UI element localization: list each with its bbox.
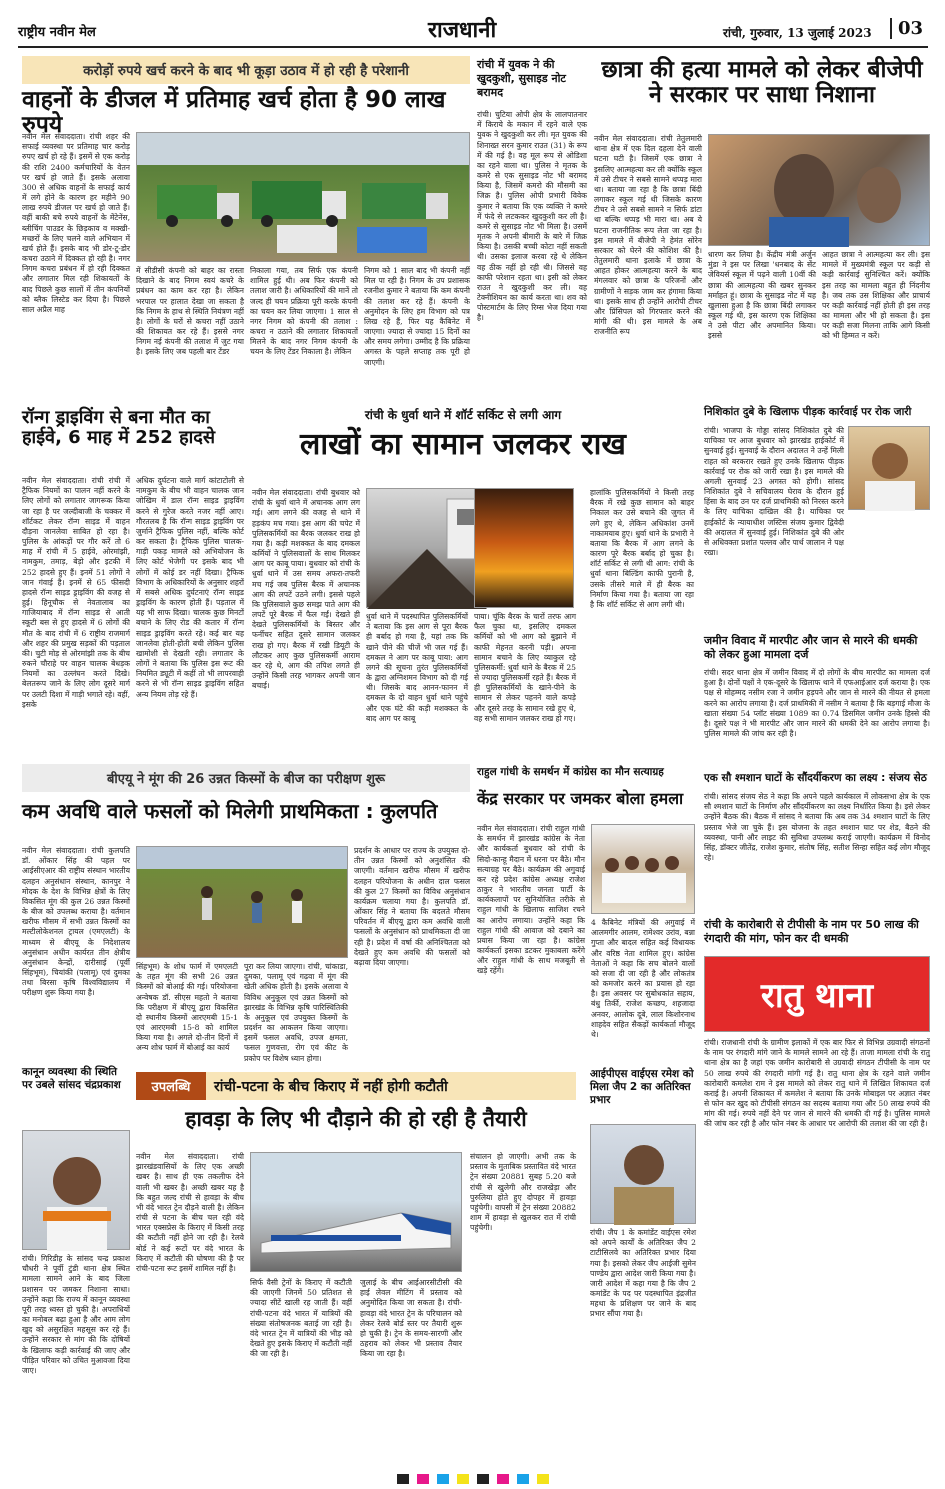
fire-flames-photo [474, 488, 574, 608]
print-registration-strip [0, 1474, 945, 1484]
fire-body-4: हालांकि पुलिसकर्मियों ने किसी तरह बैरक में रखे कुछ सामान को बाहर निकाल कर उसे बचाने की जुगत में लगे हुए थे, लेकिन अधिकांश उनमें नाकामयाब हुए। धुर्वा थाने के प्रभारी ने बताया कि बैरक में आग लगने के कारण पूरे बैरक बर्बाद हो चुका है। शॉर्ट सर्किट से लगी थी आग: रांची के धुर्वा थाना बिल्डिंग काफी पुरानी है, उसके तीसरे माले में ही बैरक का निर्माण किया गया है। बताया जा रहा है कि शॉर्ट सर्किट से आग लगी थी। [590, 488, 694, 609]
fire-body-1: नवीन मेल संवाददाता। रांची बुधवार को रांची के धुर्वा थाने में अचानक आग लग गई। आग लगने की वजह से थाने में हड़कंप मच गया। इस आग की चपेट में पुलिसकर्मियों का बैरक जलकर राख हो गया है। कड़ी मशक्कत के बाद दमकल कर्मियों ने पुलिसवालों के साथ मिलकर आग पर काबू पाया। बुधवार को रांची के धुर्वा थाने में उस समय अफरा-तफरी मच गई जब पुलिस बैरक में अचानक आग की लपटें उठने लगी। इससे पहले कि पुलिसवाले कुछ समझ पाते आग की लपटें पूरे बैरक में फैल गईं। देखते ही देखते पुलिसकर्मियों के बिस्तर और फर्नीचर सहित दूसरे सामान जलकर राख हो गए। बैरक में रखी डियूटी के लौटकर आए कुछ पुलिसकर्मी आराम कर रहे थे, आग की तपिश लगते ही उन्होंने किसी तरह भागकर अपनी जान बचाई। [252, 488, 360, 691]
train-body-3: जुलाई के बीच आईआरसीटीसी की हाई लेवल मीटिंग में प्रस्ताव को अनुमोदित किया जा सकता है। रांची-हावड़ा वंदे भारत ट्रेन के परिचालन को लेकर रेलवे बोर्ड स्तर पर तैयारी शुरू हो चुकी है। ट्रेन के समय-सारणी और ठहराव को लेकर भी प्रस्ताव तैयार किया जा रहा है। [360, 1278, 462, 1359]
reg-mark-black-2 [477, 1474, 489, 1484]
student-photo [708, 134, 930, 246]
reg-mark-cyan-2 [517, 1474, 529, 1484]
moong-kicker: बीएयू ने मूंग की 26 उन्नत किस्मों के बीज का परीक्षण शुरू [22, 764, 470, 792]
garbage-body-3: निकाला गया, तब सिर्फ एक कंपनी शामिल हुई थी। अब फिर कंपनी को तलाश जारी है। अधिकारियों की मानें तो जल्द ही चयन प्रक्रिया पूरी करके कंपनी का चयन कर लिया जाएगा। 1 साल से नगर निगम को कंपनी की तलाश : कचरा न उठाने की लगातार शिकायतों मिलने के बाद नगर निगम कंपनी के चयन के लिए टेंडर निकाला है। लेकिन [250, 266, 358, 357]
train-body-2: सिर्फ वैसी ट्रेनों के किराए में कटौती की जाएगी जिनमें 50 प्रतिशत से ज्यादा सीटें खाली रह जाती हैं। वहीं रांची-पटना वंदे भारत में यात्रियों की संख्या संतोषजनक बताई जा रही है। वंदे भारत ट्रेन में यात्रियों की भीड़ को देखते हुए इसके किराए में कटौती नहीं की जा रही है। [250, 1278, 352, 1359]
ratu-police-station-sign [704, 956, 930, 1032]
reg-mark-yellow-2 [537, 1474, 549, 1484]
sanjay-headline: एक सौ श्मशान घाटों के सौंदर्यीकरण का लक्ष्य : संजय सेठ [704, 772, 927, 784]
nishikant-body: रांची। भाजपा के गोड्डा सांसद निशिकांत दुबे की याचिका पर आज बुधवार को झारखंड हाईकोर्ट में सुनवाई हुई। सुनवाई के दौरान अदालत ने उन्हें मिली राहत को बरकरार रखते हुए उनके खिलाफ पीड़क कार्रवाई पर रोक को जारी रखा है। इस मामले की अगली सुनवाई 23 अगस्त को होगी। सांसद निशिकांत दुबे ने सचिवालय घेराव के दौरान हुई हिंसा के बाद उन पर दर्ज प्राथमिकी को निरस्त करने के लिए याचिका दाखिल की है। याचिका पर हाईकोर्ट के न्यायाधीश जस्टिस संजय कुमार द्विवेदी की अदालत में सुनवाई हुई। निशिकांत दुबे की ओर से अधिवक्ता प्रशांत पल्लव और पार्थ जालान ने पक्ष रखा। [704, 426, 844, 558]
vande-bharat-train-photo [250, 1152, 462, 1272]
section-title: राजधानी [428, 17, 497, 43]
congress-body-2: 4 कैबिनेट मंत्रियों की अगुवाई में आलमगीर आलम, रामेश्वर उरांव, बन्ना गुप्ता और बादल सहित कई विधायक और वरिष्ठ नेता शामिल हुए। कांग्रेस नेताओं ने कहा कि सच बोलने वालों को सजा दी जा रही है और लोकतंत्र को कमजोर करने का प्रयास हो रहा है। इस अवसर पर सुबोधकांत सहाय, बंधु तिर्की, राजेश कच्छप, शहजादा अनवर, आलोक दूबे, लाल किशोरनाथ शाहदेव सहित सैकड़ों कार्यकर्ता मौजूद थे। [591, 918, 695, 1039]
achievement-badge: उपलब्धि [136, 1072, 206, 1100]
reg-mark-yellow [457, 1474, 469, 1484]
train-headline: हावड़ा के लिए भी दौड़ाने की हो रही है तैयारी [185, 1107, 527, 1131]
congress-kicker: राहुल गांधी के समर्थन में कांग्रेस का मौन सत्याग्रह [477, 766, 664, 778]
moong-body-4: प्रदर्शन के आधार पर राज्य के उपयुक्त दो-तीन उन्नत किस्मों को अनुशंसित की जाएगी। वर्तमान खरीफ मौसम में खरीफ दलहन परियोजना के अधीन दाल फसल की कुल 27 किस्मों का विविध अनुसंधान कार्यक्रम चलाया गया है। कुलपति डॉ. ओंकार सिंह ने बताया कि बदलते मौसम परिवर्तन में बीएयू द्वारा कम अवधि वाली फसलों के अनुसंधान को प्राथमिकता दी जा रही है। प्रदेश में वर्षा की अनिश्चितता को देखते हुए कम अवधि की फसलों को बढ़ावा दिया जाएगा। [354, 846, 470, 967]
tpc-body: रांची। राजधानी रांची के ग्रामीण इलाकों में एक बार फिर से विभिन्न उग्रवादी संगठनों के नाम पर रंगदारी मांगे जाने के मामले सामने आ रहे हैं। ताजा मामला रांची के रातु थाना क्षेत्र का है जहां एक जमीन कारोबारी से उग्रवादी संगठन टीपीसी के नाम पर 50 लाख रुपये की रंगदारी मांगी गई है। रातु थाना क्षेत्र के रहने वाले जमीन कारोबारी कमलेश राम ने इस मामले को लेकर रातु थाने में लिखित शिकायत दर्ज कराई है। अपनी शिकायत में कमलेश ने बताया कि उनके मोबाइल पर अज्ञात नंबर से फोन कर खुद को टीपीसी संगठन का सदस्य बताया गया और 50 लाख रुपये की मांग की गई। रुपये नहीं देने पर जान से मारने की धमकी दी गई है। पुलिस मामले की जांच कर रही है और फोन नंबर के आधार पर आरोपी की तलाश की जा रही है। [704, 1038, 930, 1129]
accidents-body-1: नवीन मेल संवाददाता। रांची रांची में ट्रैफिक नियमों का पालन नहीं करने के लिए लोगों को लगातार जागरूक किया जा रहा है पर जल्दीबाजी के चक्कर में शॉर्टकट लेकर रॉन्ग साइड में वाहन दौड़ना जानलेवा साबित हो रहा है। पुलिस के आंकड़ों पर गौर करें तो 6 माह में रांची में 5 हाईवे, ओरमांझी, नामकुम, तमाड़, बेड़ो और इटकी में 252 हादसे हुए हैं। इनमें 51 लोगों ने जान गंवाई है। इनमें से 65 फीसदी हादसे रॉन्ग साइड ड्राइविंग की वजह से हुई। हिनूचौक से नेवतालाब का गाजियाबाद में रॉन्ग साइड से आती स्कूटी बस से हुए हादसे में 6 लोगों की मौत के बाद रांची में 6 राष्ट्रीय राजमार्ग और शहर की प्रमुख सड़कों की पड़ताल की। चुटी मोड़ से ओरमांझी तक के बीच रुकने चौराहे पर वाहन चालक बेधड़क नियमों का उल्लंघन करते दिखे। बेलतरूप जाने के लिए लोग दूसरे मार्ग पर उलटी दिशा में गाड़ी भगाते रहे। वहीं, इसके [22, 476, 130, 709]
congress-headline: केंद्र सरकार पर जमकर बोला हमला [477, 789, 684, 808]
train-body-1: नवीन मेल संवाददाता। रांची झारखंडवासियों के लिए एक अच्छी खबर है। साथ ही एक तकलीफ देने वाली भी खबर है। अच्छी खबर यह है कि बहुत जल्द रांची से हावड़ा के बीच भी वंदे भारत ट्रेन दौड़ने वाली है। लेकिन रांची से पटना के बीच चल रही वंदे भारत एक्सप्रेस के किराए में किसी तरह की कटौती नहीं होने जा रही है। रेलवे बोर्ड ने कई रूटों पर वंदे भारत के किराए में कटौती की घोषणा की है पर रांची-पटना रूट इसमें शामिल नहीं है। [136, 1152, 244, 1273]
train-body-4: संचालन हो जाएगी। अभी तक के प्रस्ताव के मुताबिक प्रस्तावित वंदे भारत ट्रेन संख्या 20881 सुबह 5.20 बजे रांची से खुलेगी और राजखेड़ा और पुरुलिया होते हुए दोपहर में हावड़ा पहुंचेगी। वापसी में ट्रेन संख्या 20882 शाम में हावड़ा से खुलकर रात में रांची पहुंचेगी। [470, 1152, 576, 1233]
ys-ramesh-portrait [590, 1124, 696, 1224]
reg-mark-cyan [437, 1474, 449, 1484]
suicide-headline: रांची में युवक ने की खुदकुशी, सुसाइड नोट बरामद [477, 58, 566, 99]
nishikant-portrait [848, 426, 930, 510]
moong-body-1: नवीन मेल संवाददाता। रांची कुलपति डॉ. ओंकार सिंह की पहल पर आईसीएआर की राष्ट्रीय संस्थान भारतीय दलहन अनुसंधान संस्थान, कानपुर ने मोदक के देश के विभिन्न क्षेत्रों के लिए विकसित मूंग की कुल 26 उन्नत किस्मों के बीज को उपलब्ध कराया है। वर्तमान खरीफ मौसम में सभी उन्नत किस्मों का मल्टीलोकेशनल ट्रायल (एमएलटी) के माध्यम से बीएयू के निदेशालय अनुसंधान अधीन कार्यरत तीन क्षेत्रीय अनुसंधान केन्द्रों, दारीसाई (पूर्वी सिंहभूम), चियांकी (पलामू) एवं दुमका तथा बिरसा कृषि विश्वविद्यालय में परीक्षण शुरू किया गया है। [22, 846, 130, 998]
student-headline: छात्रा की हत्या मामले को लेकर बीजेपी ने सरकार पर साधा निशाना [601, 57, 923, 109]
congress-protest-photo [591, 824, 695, 914]
sanjay-body: रांची। सांसद संजय सेठ ने कहा कि अपने पहले कार्यकाल में लोकसभा क्षेत्र के एक सौ श्मशान घाटों के निर्माण और सौंदर्यीकरण का लक्ष्य निर्धारित किया है। इसे लेकर उन्होंने बैठक की। बैठक में सांसद ने बताया कि अब तक 34 श्मशान घाटों के लिए प्रस्ताव भेजे जा चुके हैं। इस योजना के तहत श्मशान घाट पर शेड, बैठने की व्यवस्था, पानी और लाइट की सुविधा उपलब्ध कराई जाएगी। कार्यक्रम में विनोद सिंह, डॉक्टर जीतेंद्र, राजेश कुमार, संतोष सिंह, सतीश सिन्हा सहित कई लोग मौजूद रहे। [704, 792, 930, 863]
tpc-headline: रांची के कारोबारी से टीपीसी के नाम पर 50 लाख की रंगदारी की मांग, फोन कर दी धमकी [704, 918, 919, 945]
moong-body-2: सिंहभूम) के शोध फार्म में एमएलटी के तहत मूंग की सभी 26 उन्नत किस्मों को बोआई की गई। परियोजना अन्वेषक डॉ. सीएस महतो ने बताया कि परीक्षण में बीएयू द्वारा विकसित दो स्थानीय किस्मों आरएमबी 15-1 एवं आरएमबी 15-8 को शामिल किया गया है। अगले दो-तीन दिनों में अन्य शोध फार्म में बोआई का कार्य [136, 962, 238, 1053]
garbage-body-2: में सीडीसी कंपनी को बाहर का रास्ता दिखाने के बाद निगम स्वयं कचरे के प्रबंधन का काम कर रहा है। लेकिन भरपाल पर हालात देखा जा सकता है कि निगम के हाथ से स्थिति नियंत्रण नहीं है। लोगों के घरों से कचरा नहीं उठाने की शिकायत कर रहे हैं। इससे नगर निगम नई कंपनी की तलाश में जुट गया है। इसके लिए जब पहली बार टेंडर [136, 266, 244, 357]
moong-field-photo [136, 846, 348, 958]
fire-body-2: धुर्वा थाने में पदस्थापित पुलिसकर्मियों ने बताया कि इस आग से पूरा बैरक ही बर्बाद हो गया है, यहां तक कि खाने पीने की चीजें भी जल गई हैं। दमकल ने आग पर काबू पाया: आग लगने की सूचना तुरंत पुलिसकर्मियों के द्वारा अग्निशमन विभाग को दी गई थी। जिसके बाद आनन-फानन में दमकल के दो वाहन धुर्वा थाने पहुंचे और एक घंटे की कड़ी मशक्कत के बाद आग पर काबू [366, 612, 468, 723]
issue-date: रांची, गुरुवार, 13 जुलाई 2023 [723, 26, 872, 40]
garbage-headline: वाहनों के डीजल में प्रतिमाह खर्च होता है 90 लाख रुपये [22, 87, 446, 139]
student-body-2: धारण कर लिया है। केंद्रीय मंत्री अर्जुन मुंडा ने इस पर लिखा 'धनबाद के सेंट जेवियर्स स्कूल में पढ़ने वाली 10वीं की छात्रा की आत्महत्या की खबर सुनकर मर्माहत हूं। छात्रा के सुसाइड नोट में यह खुलासा हुआ है कि छात्रा बिंदी लगाकर स्कूल गई थी, इस कारण एक शिक्षिका ने उसे पीटा और अपमानित किया। इससे [708, 250, 816, 341]
page-number: 03 [890, 18, 923, 39]
moong-headline: कम अवधि वाले फसलों को मिलेगी प्राथमिकता : कुलपति [22, 799, 438, 823]
student-body-3: आहत छात्रा ने आत्महत्या कर ली। इस मामले में मुख्यमंत्री स्कूल पर कड़ी से कड़ी कार्रवाई सुनिश्चित करें। क्योंकि इस तरह का मामला बहुत ही निंदनीय है। जब तक उस शिक्षिका और प्राचार्य पर कड़ी कार्रवाई नहीं होती ही इस तरह का मामला और भी हो सकता है। इस पर कड़ी सजा मिलना ताकि आगे किसी को भी हिम्मत न करें। [822, 250, 930, 341]
law-body: रांची। गिरिडीह के सांसद चन्द्र प्रकाश चौधरी ने पूर्वी टुंडी थाना क्षेत्र स्थित मामला सामने आने के बाद जिला प्रशासन पर जमकर निशाना साधा। उन्होंने कहा कि राज्य में कानून व्यवस्था पूरी तरह ध्वस्त हो चुकी है। अपराधियों का मनोबल बढ़ा हुआ है और आम लोग खुद को असुरक्षित महसूस कर रहे हैं। उन्होंने सरकार से मांग की कि दोषियों के खिलाफ कड़ी कार्रवाई की जाए और पीड़ित परिवार को उचित मुआवजा दिया जाए। [22, 1254, 130, 1375]
congress-body-1: नवीन मेल संवाददाता। रांची राहुल गांधी के समर्थन में झारखंड कांग्रेस के नेता और कार्यकर्ता बुधवार को रांची के सिदो-कान्हू मैदान में धरना पर बैठे। मौन सत्याग्रह पर बैठे। कार्यक्रम की अगुवाई कर रहे प्रदेश कांग्रेस अध्यक्ष राजेश ठाकुर ने भारतीय जनता पार्टी के कार्यकलापों पर सुनियोजित तरीके से राहुल गांधी के खिलाफ साजिश रचने का आरोप लगाया। उन्होंने कहा कि राहुल गांधी की आवाज को दबाने का प्रयास किया जा रहा है। कांग्रेस कार्यकर्ता इसका डटकर मुकाबला करेंगे और राहुल गांधी के साथ मजबूती से खड़े रहेंगे। [477, 824, 585, 976]
law-headline: कानून व्यवस्था की स्थिति पर उबले सांसद चंद्रप्रकाश [22, 1066, 121, 1092]
garbage-trucks-photo [136, 132, 470, 262]
garbage-body-1: नवीन मेल संवाददाता। रांची शहर की सफाई व्यवस्था पर प्रतिमाह चार करोड़ रुपए खर्च हो रहे हैं। इसमें से एक करोड़ की राशि 2400 कर्मचारियों के वेतन पर खर्च हो जाते हैं। इसके अलावा 300 से अधिक वाहनों के सफाई कार्य में लगे होने के कारण हर महीने 90 लाख रुपये डीजल पर खर्च हो जाते हैं। वहीं बाकी बचे रुपये वाहनों के मेंटेनेंस, ब्लीचिंग पाउडर के छिड़काव व मक्खी-मच्छरों के लिए चलने वाले अभियान में खर्च होते हैं। इसके बाद भी डोर-टू-डोर कचरा उठाने में दिक्कत हो रही है। नगर निगम कचरा प्रबंधन में हो रही दिक्कत और लगातार मिल रही शिकायतों के बाद पिछले कुछ सालों में तीन कंपनियों को ब्लैक लिस्टेड कर दिया है। पिछले साल अप्रैल माह [22, 132, 130, 314]
reg-mark-black [397, 1474, 409, 1484]
ratu-sign-text: रातु थाना [760, 976, 874, 1016]
garbage-body-4: निगम को 1 साल बाद भी कंपनी नहीं मिल पा रही है। निगम के उप प्रशासक रजनीश कुमार ने बताया कि कम कंपनी की तलाश कर रहे हैं। कंपनी के अनुमोदन के लिए हम विभाग को पत्र लिख रहे हैं, फिर यह कैबिनेट में जाएगा। ज्यादा से ज्यादा 15 दिनों का और समय लगेगा। उम्मीद है कि प्रक्रिया अगस्त के पहले सप्ताह तक पूरी हो जाएगी। [364, 266, 470, 367]
ips-headline: आईपीएस वाईएस रमेश को मिला जैप 2 का अतिरिक्त प्रभार [590, 1068, 694, 1107]
fire-body-3: पाया। चूंकि बैरक के चारों तरफ आग फैल चुका था, इसलिए दमकल कर्मियों को भी आग को बुझाने में काफी मेहनत करनी पड़ी। अपना सामान बचाने के लिए व्याकुल रहे पुलिसकर्मी: धुर्वा थाने के बैरक में 25 से ज्यादा पुलिसकर्मी रहते हैं। बैरक में ही पुलिसकर्मियों के खाने-पीने के सामान से लेकर पहनने वाले कपड़े और दूसरे तरह के सामान रखे हुए थे, वह सभी सामान जलकर राख हो गए। [474, 612, 576, 723]
accidents-headline: रॉन्ग ड्राइविंग से बना मौत का हाईवे, 6 माह में 252 हादसे [22, 407, 216, 448]
reg-mark-magenta [417, 1474, 429, 1484]
newspaper-brand: राष्ट्रीय नवीन मेल [18, 25, 96, 40]
suicide-body: रांची। चुटिया ओपी क्षेत्र के लालपातनार में किराये के मकान में रहने वाले एक युवक ने खुदकुशी कर ली। मृत युवक की शिनाख्त सरन कुमार राउत (31) के रूप में की गई है। वह मूल रूप से ओडिशा का रहने वाला था। पुलिस ने मृतक के कमरे से एक सुसाइड नोट भी बरामद किया है, जिसमें कमरो की मौसमी का जिक्र है। पुलिस ओपी प्रभारी विवेक कुमार ने बताया कि एक व्यक्ति ने कमरे में फंदे से लटककर खुदकुशी कर ली है। कमरे से सुसाइड नोट भी मिला है। उसमें मृतक ने अपनी बीमारी के बारे में जिक्र किया है। उसकी बच्ची कोटा नहीं सकती थी। उसका इलाज करवा रहे थे लेकिन वह ठीक नहीं हो रही थी। जिससे वह काफी परेशान रहता था। इसी को लेकर राउत ने खुदकुशी कर ली। वह टेक्नीशियन का कार्य करता था। शव को पोस्टमार्टम के लिए रिम्स भेज दिया गया है। [477, 110, 587, 323]
student-body-1: नवीन मेल संवाददाता। रांची तेतुलमारी थाना क्षेत्र में एक दिल दहला देने वाली घटना घटी है। जिसमें एक छात्रा ने इसलिए आत्महत्या कर ली क्योंकि स्कूल में उसे टीचर ने सबसे सामने थप्पड़ मारा था। बताया जा रहा है कि छात्रा बिंदी लगाकर स्कूल गई थी जिसके कारण टीचर ने उसे सबसे सामने न सिर्फ डांटा था बल्कि थप्पड़ भी मारा था। अब ये घटना राजनीतिक रूप लेता जा रहा है। इस मामले में बीजेपी ने हेमंत सोरेन सरकार को घेरने की कोशिश की है। तेतुलमारी थाना इलाके में छात्रा के आहत होकर आत्महत्या करने के बाद मंगलवार को छात्रा के परिजनों और ग्रामीणों ने सड़क जाम कर हंगामा किया था। इसके साथ ही उन्होंने आरोपी टीचर और प्रिंसिपल को गिरफ्तार करने की मांगी की थी। इस मामले के अब राजनीति रूप [594, 134, 702, 337]
chandraprakash-portrait [22, 1130, 130, 1250]
fire-headline: लाखों का सामान जलकर राख [300, 427, 626, 462]
page-header [18, 12, 928, 48]
reg-mark-magenta-2 [497, 1474, 509, 1484]
land-headline: जमीन विवाद में मारपीट और जान से मारने की धमकी को लेकर हुआ मामला दर्ज [704, 634, 918, 661]
train-kicker: रांची-पटना के बीच किराए में नहीं होगी कटौती [214, 1079, 448, 1095]
train-kicker-band [136, 1072, 576, 1100]
moong-body-3: पूरा कर लिया जाएगा। रांची, चांकाडा, दुमका, पलामू एवं गढ़वा में मूंग की खेती अधिक होती है। इसके अलावा ये विविध अनुकूल एवं उन्नत किस्मों को झारखंड के विभिन्न कृषि पारिस्थितिकी के अनुकूल एवं उपयुक्त किस्मों के प्रदर्शन का आकलन किया जाएगा। इसमें फसल अवधि, उपज क्षमता, फसल गुणवत्ता, रोग एवं कीट के प्रकोप पर विशेष ध्यान होगा। [244, 962, 348, 1063]
garbage-kicker: करोड़ों रुपये खर्च करने के बाद भी कूड़ा उठाव में हो रही है परेशानी [22, 56, 470, 84]
ips-body: रांची। जैप 1 के कमांडेंट वाईएस रमेश को अपने कार्यों के अतिरिक्त जैप 2 टाटीसिलवे का अतिरिक्त प्रभार दिया गया है। इसको लेकर जैप आईजी सुमेन पाण्डेय द्वारा आदेश जारी किया गया है। जारी आदेश में कहा गया है कि जैप 2 कमांडेंट के पद पर पदस्थापित इंद्रजीत महथा के प्रशिक्षण पर जाने के बाद प्रभार सौंपा गया है। [590, 1228, 696, 1319]
nishikant-headline: निशिकांत दुबे के खिलाफ पीड़क कार्रवाई पर रोक जारी [704, 406, 912, 418]
accidents-body-2: अधिक दुर्घटना वाले मार्ग कांटाटोली से नामकुम के बीच भी वाहन चालक जान जोखिम में डाल रॉन्ग साइड ड्राइविंग करने से गुरेज करते नजर नहीं आए। गौरतलब है कि रॉन्ग साइड ड्राइविंग पर जुर्माने ट्रैफिक पुलिस नहीं, बल्कि कोर्ट कर सकता है। ट्रैफिक पुलिस चालक-गाड़ी पकड़ मामले को अभियोजन के लिए कोर्ट भेजेगी पर इसके बाद भी लोगों में कोई डर नहीं दिखा। ट्रैफिक विभाग के अधिकारियों के अनुसार शहरों में सबसे अधिक दुर्घटनाएं रॉन्ग साइड ड्राइविंग के कारण होती हैं। पड़ताल में यह भी साफ दिखा। चालक कुछ मिनटों बचाने के लिए रोड की कतार में रॉन्ग साइड ड्राइविंग करते रहे। कई बार यह जानलेवा होती-होती बची लेकिन पुलिस खामोशी से देखती रही। लगातार के लोगों ने बताया कि पुलिस इस रूट की नियमित ड्यूटी में कहीं तो भी लापरवाही करने से भी रॉन्ग साइड ड्राइविंग सहित अन्य नियम तोड़ रहे हैं। [136, 476, 244, 699]
land-body: रांची। सदर थाना क्षेत्र में जमीन विवाद में दो लोगों के बीच मारपीट का मामला दर्ज हुआ है। दोनों पक्षों ने एक-दूसरे के खिलाफ थाने में एफआईआर दर्ज कराया है। एक पक्ष से मोहम्मद नसीम रजा ने जमीन हड़पने और जान से मारने की नीयत से हमला करने का आरोप लगाया है। दर्ज प्राथमिकी में नसीम ने बताया है कि बड़गाई मौजा के खाता संख्या 54 प्लॉट संख्या 1089 का 0.74 डिसमिल जमीन उनके हिस्से की है। दूसरे पक्ष ने भी मारपीट और जान मारने की धमकी देने का आरोप लगाया है। पुलिस मामले की जांच कर रही है। [704, 668, 930, 739]
fire-kicker: रांची के धुर्वा थाने में शॉर्ट सर्किट से लगी आग [364, 408, 562, 422]
